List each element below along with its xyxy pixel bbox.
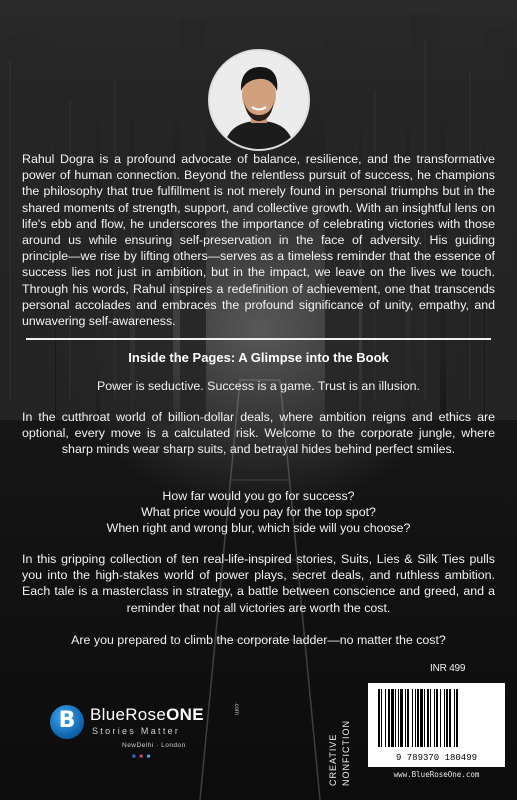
author-portrait-icon bbox=[210, 51, 308, 149]
publisher-name-part-2: ONE bbox=[166, 705, 204, 724]
author-bio: Rahul Dogra is a profound advocate of balance, resilience, and the transformative power of human connection. Beyond the relentless pursuit of success, he champions the philosophy that true fulfillment is not merely found in personal triumphs but in the shared moments of strength, support, and collective growth. With an insightful lens on life's ebb and flow, he underscores the importance of celebrating victories with those around us while ensuring self-preservation in the face of adversity. His guiding principle—we rise by lifting others—serves as a timeless reminder that the essence of success lies not just in ambition, but in the impact, we leave on the lives we touch. Through his words, Rahul inspires a redefinition of achievement, one that transcends personal accolades and embraces the profound significance of unity, empathy, and unwavering self-awareness. bbox=[22, 152, 495, 329]
section-heading: Inside the Pages: A Glimpse into the Book bbox=[128, 350, 389, 365]
genre-label bbox=[320, 690, 360, 790]
closing-question: Are you prepared to climb the corporate ladder—no matter the cost? bbox=[71, 633, 446, 647]
question-2: What price would you pay for the top spot? bbox=[141, 505, 376, 519]
facebook-icon: ■ bbox=[132, 754, 137, 760]
publisher-name bbox=[90, 705, 204, 725]
genre-line-1: CREATIVE bbox=[328, 733, 338, 786]
publisher-cities: NewDelhi · London bbox=[122, 742, 186, 749]
price-label: INR 499 bbox=[430, 663, 466, 674]
author-photo bbox=[208, 49, 310, 151]
section-divider bbox=[26, 338, 491, 340]
bluerose-logo-icon: B bbox=[50, 705, 84, 739]
instagram-icon: ■ bbox=[139, 754, 144, 760]
synopsis-paragraph-1: In the cutthroat world of billion-dollar deals, where ambition reigns and ethics are optional, every move is a calculated risk. Welcome to the corporate jungle, where sharp minds wear sharp suits, and betrayal hides behind perfect smiles. bbox=[22, 410, 495, 457]
publisher-domain-suffix: .com bbox=[233, 702, 239, 716]
publisher-tagline: Stories Matter bbox=[92, 726, 181, 736]
publisher-website: www.BlueRoseOne.com bbox=[393, 770, 480, 779]
barcode-icon bbox=[368, 683, 505, 753]
tagline: Power is seductive. Success is a game. Trust is an illusion. bbox=[97, 379, 420, 393]
social-icons bbox=[132, 754, 151, 760]
question-1: How far would you go for success? bbox=[162, 489, 355, 503]
genre-line-2: NONFICTION bbox=[341, 720, 351, 786]
isbn-number: 9 789370 180499 bbox=[395, 753, 477, 763]
twitter-icon: ■ bbox=[146, 754, 152, 760]
question-3: When right and wrong blur, which side will you choose? bbox=[106, 521, 411, 535]
synopsis-paragraph-2: In this gripping collection of ten real-life-inspired stories, Suits, Lies & Silk Ties pulls you into the high-stakes world of power plays, secret deals, and ruthless ambition. Each tale is a masterclass in strategy, a battle between conscience and greed, and a reminder that not all victories are worth the cost. bbox=[22, 552, 495, 615]
isbn-barcode bbox=[368, 683, 505, 767]
publisher-name-part-1: BlueRose bbox=[90, 705, 167, 724]
